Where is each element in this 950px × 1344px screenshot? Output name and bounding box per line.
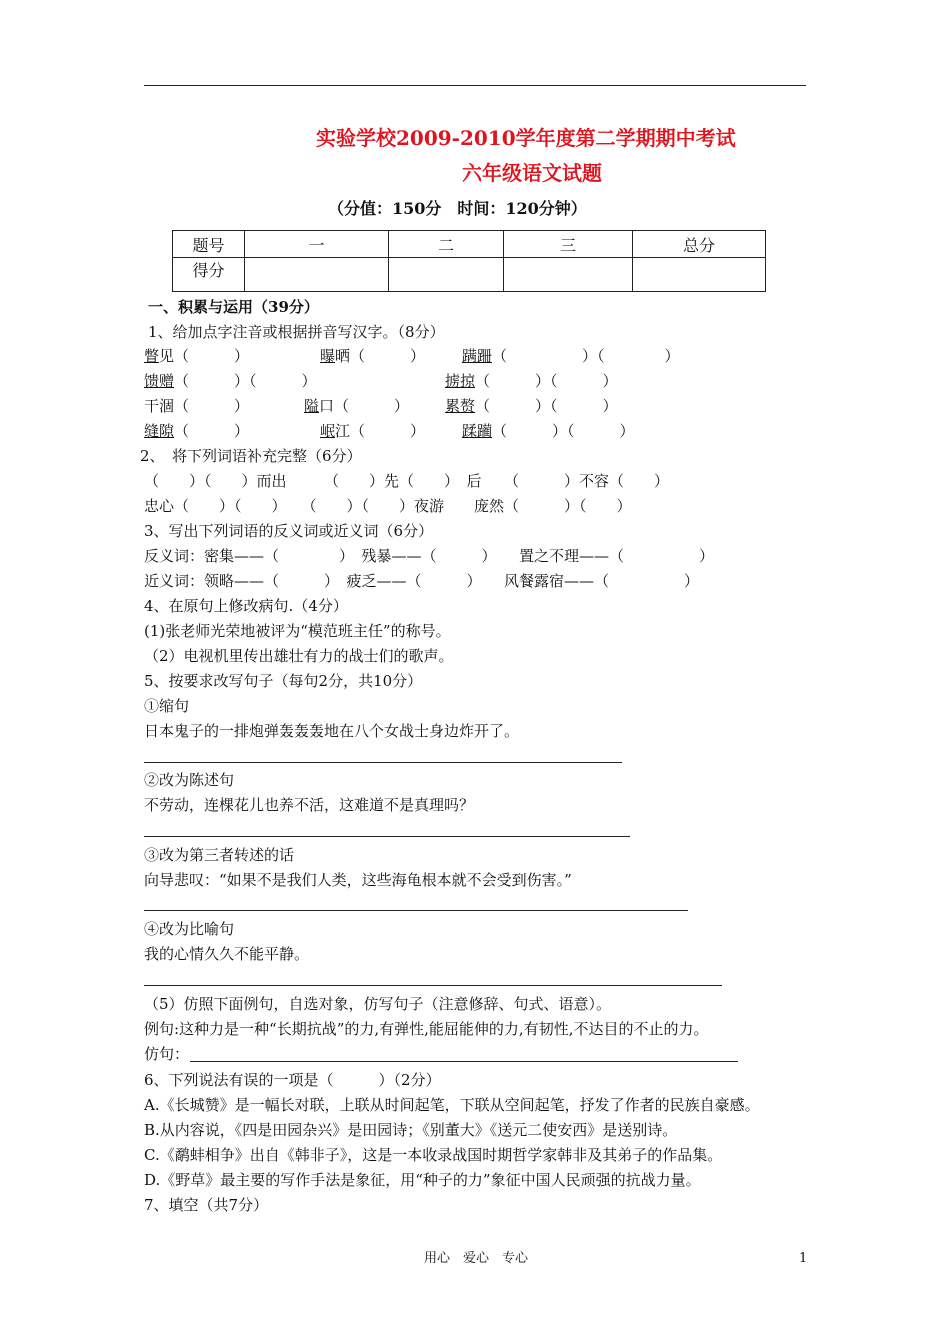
q6-option: B.从内容说，《四是田园杂兴》是田园诗；《别董大》《送元二使安西》是送别诗。 [144,1121,678,1139]
q3-synonyms: 近义词：领略——（ ） 疲乏——（ ） 风餐露宿——（ ） [144,572,700,590]
q5-item-label: ③改为第三者转述的话 [144,846,295,864]
q5-item-sentence: 向导悲叹：“如果不是我们人类，这些海龟根本就不会受到伤害。” [144,871,572,889]
q5-item-label: ②改为陈述句 [144,771,235,789]
q5-item-sentence: 我的心情久久不能平静。 [144,945,310,963]
section-1-title: 一、积累与运用（39分） [148,298,319,316]
score-table-header-cell: 总分 [633,231,766,258]
score-table-header-cell: 题号 [173,231,245,258]
header-rule [144,85,806,86]
q3-antonyms: 反义词：密集——（ ） 残暴——（ ） 置之不理——（ ） [144,547,715,565]
score-table-header-cell: 二 [389,231,504,258]
q2-line: 忠心（ ）（ ） （ ）（ ）夜游 庞然（ ）（ ） [144,497,632,515]
footer-motto: 用心 爱心 专心 [424,1251,529,1266]
score-table [172,230,766,292]
q1-item: 干涸（ ） [144,397,250,415]
q6-option: D.《野草》最主要的写作手法是象征，用“种子的力”象征中国人民顽强的抗战力量。 [144,1171,701,1189]
question-6-title: 6、下列说法有误的一项是（ ）（2分） [144,1071,441,1089]
answer-line[interactable] [144,910,688,911]
answer-line[interactable] [144,985,722,986]
q5-item-sentence: 日本鬼子的一排炮弹轰轰轰地在八个女战士身边炸开了。 [144,722,520,740]
page-number: 1 [799,1251,808,1266]
q6-option: C.《鹬蚌相争》出自《韩非子》，这是一本收录战国时期哲学家韩非及其弟子的作品集。 [144,1146,723,1164]
score-table-score-row [173,258,766,292]
q4-sentence: (1)张老师光荣地被评为“模范班主任”的称号。 [144,622,451,640]
score-cell[interactable] [633,258,766,292]
score-cell[interactable] [245,258,389,292]
q5-item-sentence: 不劳动，连棵花儿也养不活，这难道不是真理吗？ [144,796,475,814]
question-7-title: 7、填空（共7分） [144,1196,269,1214]
q4-sentence: （2）电视机里传出雄壮有力的战士们的歌声。 [144,647,454,665]
score-cell[interactable] [389,258,504,292]
q1-item: 曝晒（ ） [320,347,426,365]
question-3-title: 3、写出下列词语的反义词或近义词（6分） [144,522,434,540]
q1-item: 馈赠（ ）（ ） [144,372,317,390]
question-5-title: 5、按要求改写句子（每句2分，共10分） [144,672,423,690]
imitate-answer-line[interactable] [190,1061,738,1062]
q1-item: 岷江（ ） [320,422,426,440]
score-cell[interactable] [504,258,633,292]
q1-item: 累赘（ ）（ ） [445,397,618,415]
q1-item: 掳掠（ ）（ ） [445,372,618,390]
question-1-title: 1、给加点字注音或根据拼音写汉字。（8分） [148,323,445,341]
score-table-header-cell: 一 [245,231,389,258]
q5-imitate-label: 仿句： [144,1045,190,1063]
score-table-header-cell: 三 [504,231,633,258]
q5-item-label: ④改为比喻句 [144,920,235,938]
score-table-header-row [173,231,766,258]
q1-item: 瞥见（ ） [144,347,250,365]
q1-item: 隘口（ ） [304,397,410,415]
score-table-row-label: 得分 [173,258,245,292]
answer-line[interactable] [144,836,630,837]
answer-line[interactable] [144,762,622,763]
q1-item: 蹂躏（ ）（ ） [462,422,635,440]
document-subtitle: 六年级语文试题 [462,161,602,185]
q2-line: （ ）（ ）而出 （ ）先（ ） 后 （ ）不容（ ） [144,472,670,490]
question-2-title: 2、 将下列词语补充完整（6分） [140,447,362,465]
q1-item: 蹒跚（ ）（ ） [462,347,680,365]
q5-part5-title: （5）仿照下面例句，自选对象，仿写句子（注意修辞、句式、语意）。 [144,995,612,1013]
question-4-title: 4、在原句上修改病句.（4分） [144,597,348,615]
q5-item-label: ①缩句 [144,697,190,715]
q6-option: A.《长城赞》是一幅长对联，上联从时间起笔，下联从空间起笔，抒发了作者的民族自豪感。 [144,1096,760,1114]
q1-item: 缝隙（ ） [144,422,250,440]
document-title: 实验学校2009-2010学年度第二学期期中考试 [316,126,736,150]
score-time-meta: （分值：150分 时间：120分钟） [328,199,587,218]
q5-example: 例句:这种力是一种“长期抗战”的力,有弹性,能屈能伸的力,有韧性,不达目的不止的力。 [144,1020,709,1038]
